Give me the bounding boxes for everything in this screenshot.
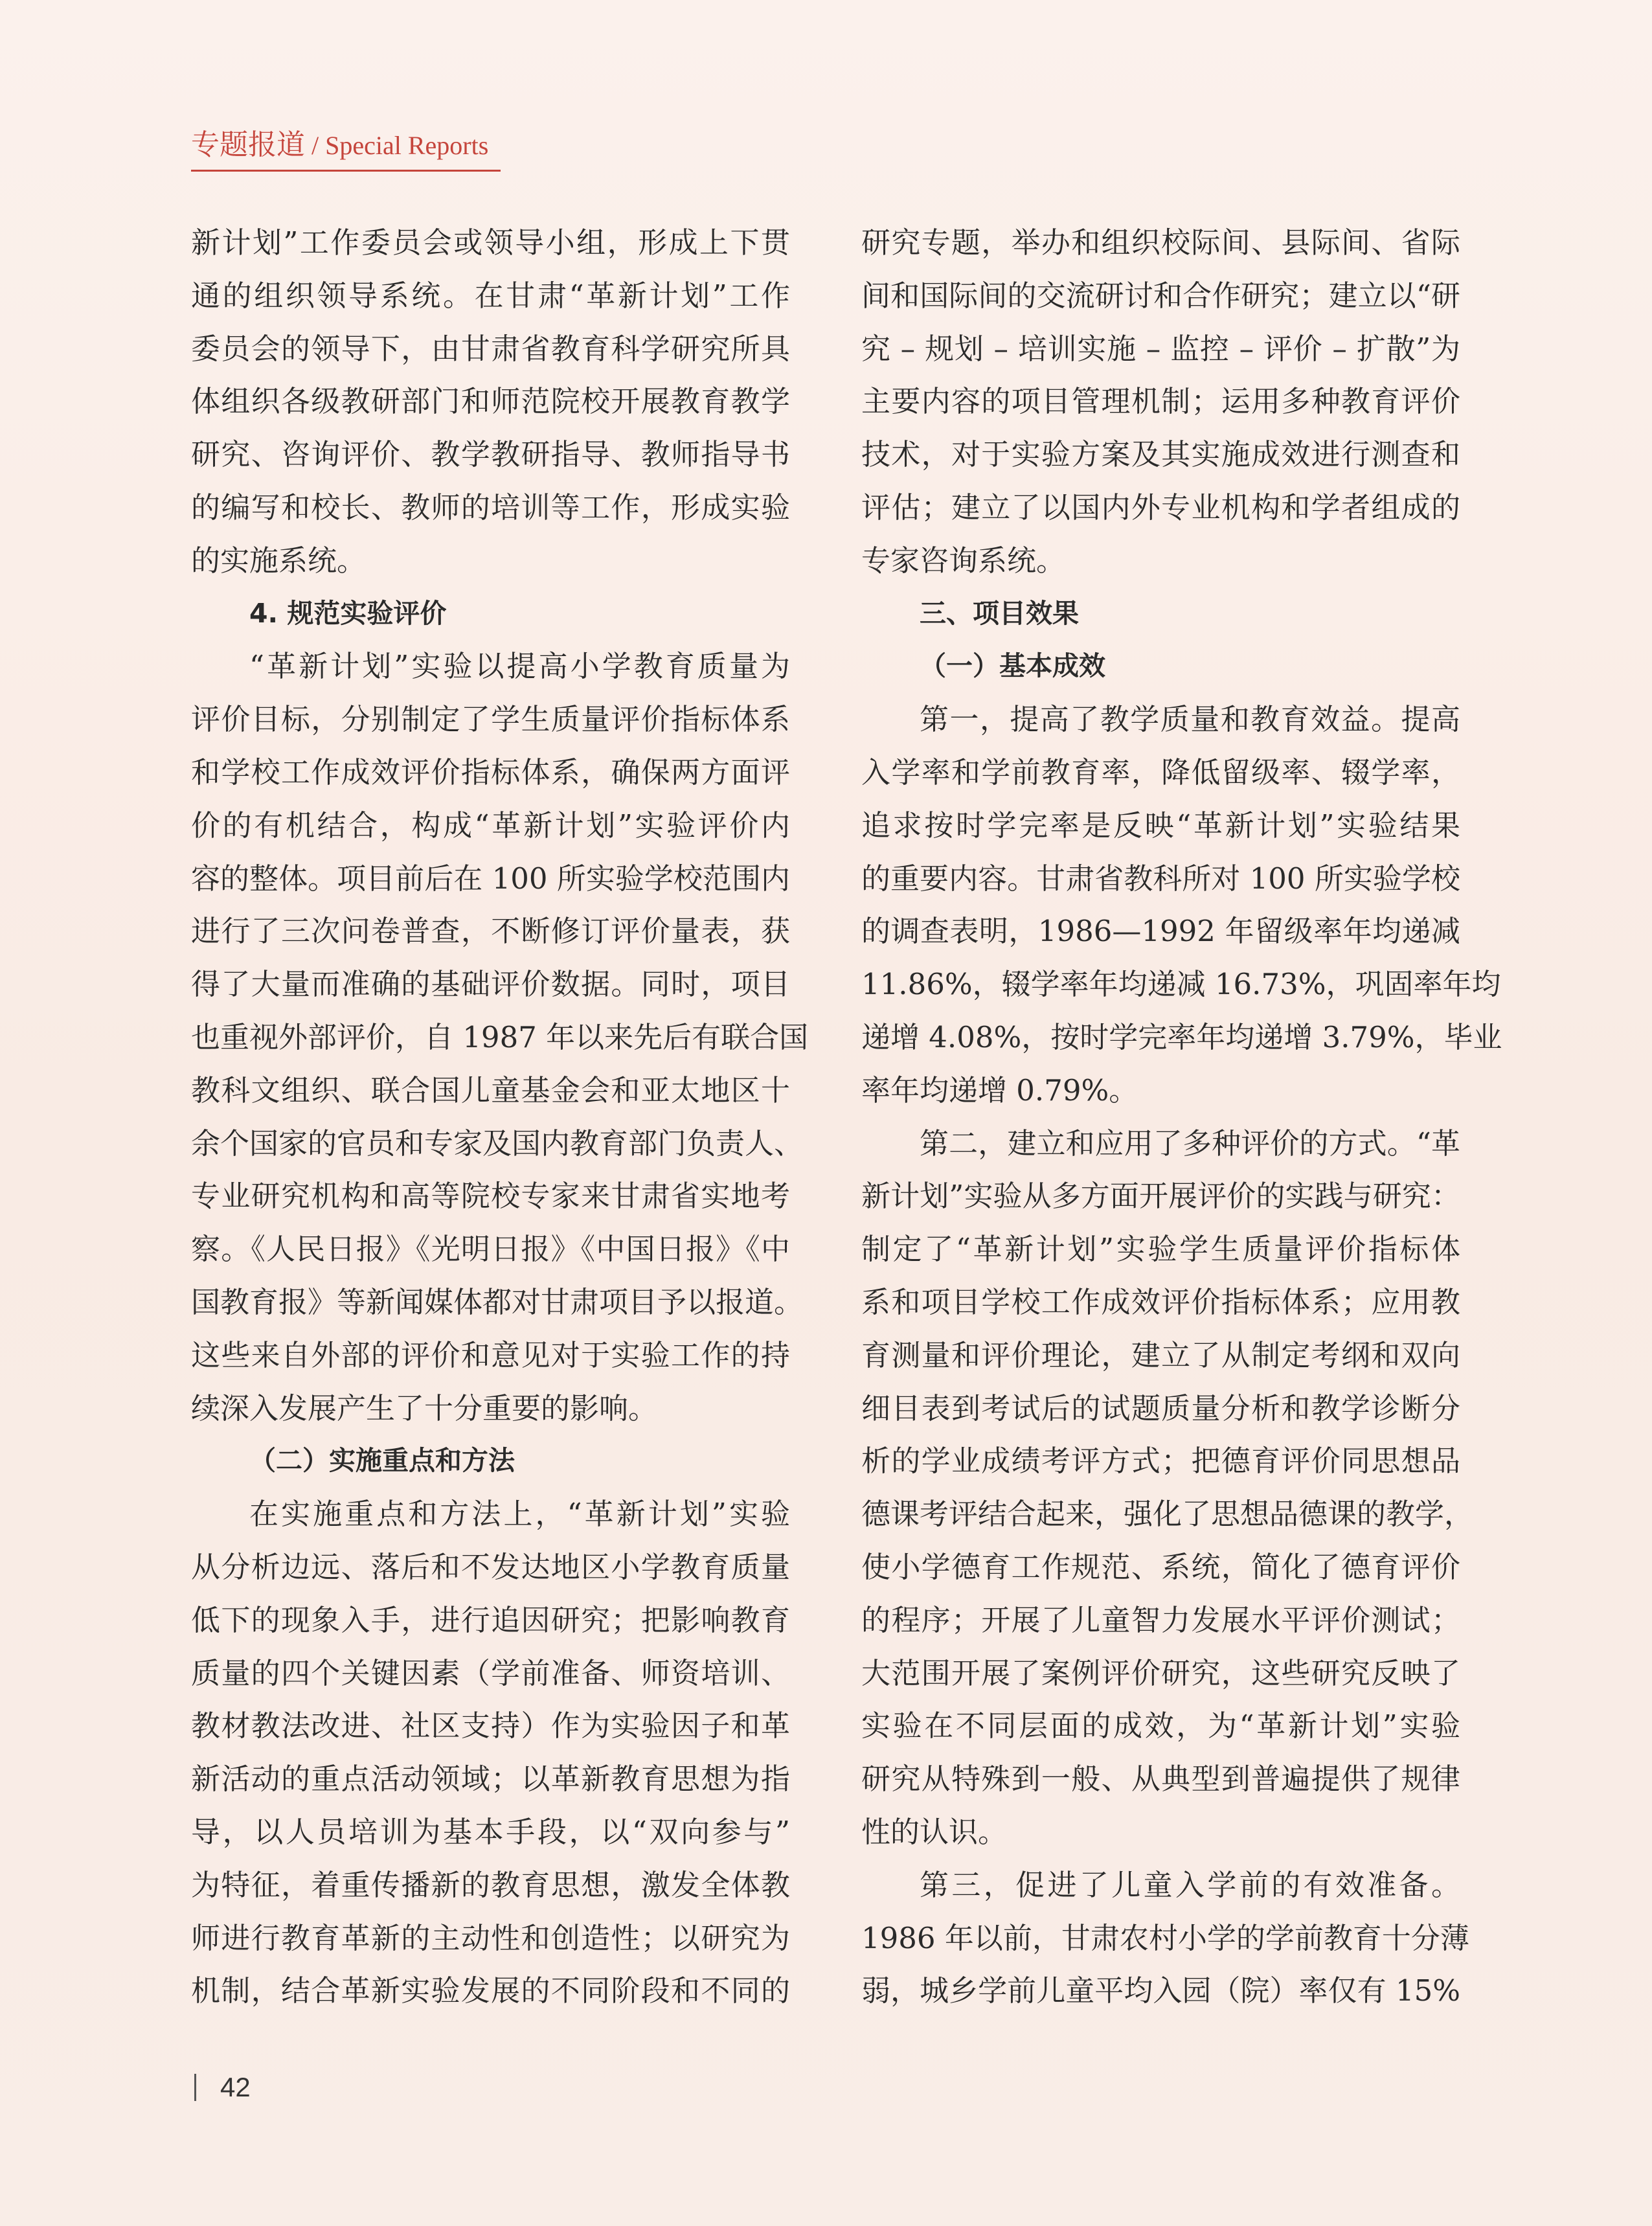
text-line: 系和项目学校工作成效评价指标体系；应用教: [861, 1284, 1460, 1319]
text-line: 教材教法改进、社区支持）作为实验因子和革: [191, 1709, 790, 1743]
text-line: 为特征，着重传播新的教育思想，激发全体教: [191, 1867, 790, 1902]
text-line: 技术，对于实验方案及其实施成效进行测查和: [861, 437, 1460, 472]
text-line: 价的有机结合，构成“革新计划”实验评价内: [191, 808, 790, 843]
text-line: 研究从特殊到一般、从典型到普遍提供了规律: [861, 1762, 1460, 1797]
text-line: 质量的四个关键因素（学前准备、师资培训、: [191, 1655, 790, 1690]
text-line: 研究、咨询评价、教学教研指导、教师指导书: [191, 437, 790, 472]
text-line: 师进行教育革新的主动性和创造性；以研究为: [191, 1920, 790, 1955]
section-separator: /: [305, 131, 326, 160]
section-title: [191, 127, 488, 164]
text-line: 1986 年以前，甘肃农村小学的学前教育十分薄: [861, 1920, 1469, 1955]
text-line: 11.86%，辍学率年均递减 16.73%，巩固率年均: [861, 967, 1501, 1002]
text-line: 第二，建立和应用了多种评价的方式。“革: [920, 1126, 1460, 1161]
text-line: 研究专题，举办和组织校际间、县际间、省际: [861, 225, 1460, 260]
text-line: 实验在不同层面的成效，为“革新计划”实验: [861, 1709, 1460, 1743]
section-heading: 4. 规范实验评价: [249, 597, 447, 629]
text-line: 新计划”工作委员会或领导小组，形成上下贯: [191, 225, 790, 260]
text-line: 制定了“革新计划”实验学生质量评价指标体: [861, 1232, 1460, 1267]
text-line: 国教育报》等新闻媒体都对甘肃项目予以报道。: [191, 1284, 804, 1319]
text-line: 究 – 规划 – 培训实施 – 监控 – 评价 – 扩散”为: [861, 331, 1460, 366]
text-line: 导，以人员培训为基本手段，以“双向参与”: [191, 1814, 790, 1849]
text-line: 这些来自外部的评价和意见对于实验工作的持: [191, 1337, 790, 1372]
text-line: 大范围开展了案例评价研究，这些研究反映了: [861, 1655, 1460, 1690]
text-line: 的程序；开展了儿童智力发展水平评价测试；: [861, 1602, 1460, 1637]
text-line: 容的整体。项目前后在 100 所实验学校范围内: [191, 861, 790, 896]
text-line: 新活动的重点活动领域；以革新教育思想为指: [191, 1762, 790, 1797]
text-line: 递增 4.08%，按时学完率年均递增 3.79%，毕业: [861, 1019, 1502, 1054]
text-line: 评估；建立了以国内外专业机构和学者组成的: [861, 490, 1460, 525]
section-title-zh: 专题报道: [191, 128, 305, 161]
text-line: 得了大量而准确的基础评价数据。同时，项目: [191, 967, 790, 1002]
text-line: 低下的现象入手，进行追因研究；把影响教育: [191, 1602, 790, 1637]
text-line: 的调查表明，1986—1992 年留级率年均递减: [861, 914, 1460, 949]
text-line: 从分析边远、落后和不发达地区小学教育质量: [191, 1549, 790, 1584]
text-line: 第三，促进了儿童入学前的有效准备。: [920, 1867, 1460, 1902]
section-heading: 三、项目效果: [920, 597, 1079, 629]
text-line: “革新计划”实验以提高小学教育质量为: [249, 649, 790, 684]
text-line: 第一，提高了教学质量和教育效益。提高: [920, 702, 1460, 737]
left-text-column: [191, 216, 809, 2017]
text-line: 委员会的领导下，由甘肃省教育科学研究所具: [191, 331, 790, 366]
text-line: 析的学业成绩考评方式；把德育评价同思想品: [861, 1444, 1460, 1479]
text-line: 细目表到考试后的试题质量分析和教学诊断分: [861, 1391, 1460, 1425]
text-line: 的重要内容。甘肃省教科所对 100 所实验学校: [861, 861, 1460, 896]
text-line: 通的组织领导系统。在甘肃“革新计划”工作: [191, 278, 790, 313]
running-header: [191, 127, 501, 172]
text-line: 德课考评结合起来，强化了思想品德课的教学，: [861, 1497, 1474, 1532]
text-line: 续深入发展产生了十分重要的影响。: [191, 1391, 658, 1425]
footer-divider: [194, 2074, 196, 2101]
text-line: 教科文组织、联合国儿童基金会和亚太地区十: [191, 1073, 790, 1107]
text-line: 和学校工作成效评价指标体系，确保两方面评: [191, 755, 790, 789]
right-text-column: [861, 216, 1502, 2017]
section-title-en: Special Reports: [325, 131, 489, 160]
text-line: 率年均递增 0.79%。: [861, 1073, 1138, 1107]
text-line: 也重视外部评价，自 1987 年以来先后有联合国: [191, 1019, 809, 1054]
text-line: 追求按时学完率是反映“革新计划”实验结果: [861, 808, 1460, 843]
text-line: 性的认识。: [861, 1814, 1008, 1849]
text-line: 余个国家的官员和专家及国内教育部门负责人、: [191, 1126, 804, 1161]
text-line: 的编写和校长、教师的培训等工作，形成实验: [191, 490, 790, 525]
text-line: 机制，结合革新实验发展的不同阶段和不同的: [191, 1973, 790, 2008]
text-line: 专业研究机构和高等院校专家来甘肃省实地考: [191, 1179, 790, 1214]
text-line: 间和国际间的交流研讨和合作研究；建立以“研: [861, 278, 1460, 313]
text-line: 专家咨询系统。: [861, 543, 1066, 578]
text-line: 新计划”实验从多方面开展评价的实践与研究：: [861, 1179, 1460, 1214]
text-line: 使小学德育工作规范、系统，简化了德育评价: [861, 1549, 1460, 1584]
text-line: 察。《人民日报》《光明日报》《中国日报》《中: [191, 1232, 790, 1267]
text-line: 评价目标，分别制定了学生质量评价指标体系: [191, 702, 790, 737]
text-line: 在实施重点和方法上，“革新计划”实验: [249, 1497, 790, 1532]
page-number: 42: [220, 2072, 251, 2102]
text-line: 体组织各级教研部门和师范院校开展教育教学: [191, 384, 790, 419]
text-line: 入学率和学前教育率，降低留级率、辍学率，: [861, 755, 1460, 789]
section-heading: （一）基本成效: [920, 650, 1105, 682]
section-heading: （二）实施重点和方法: [249, 1445, 515, 1477]
text-line: 弱，城乡学前儿童平均入园（院）率仅有 15%: [861, 1973, 1460, 2008]
text-line: 进行了三次问卷普查，不断修订评价量表，获: [191, 914, 790, 949]
text-line: 的实施系统。: [191, 543, 367, 578]
text-line: 主要内容的项目管理机制；运用多种教育评价: [861, 384, 1460, 419]
text-line: 育测量和评价理论，建立了从制定考纲和双向: [861, 1337, 1460, 1372]
